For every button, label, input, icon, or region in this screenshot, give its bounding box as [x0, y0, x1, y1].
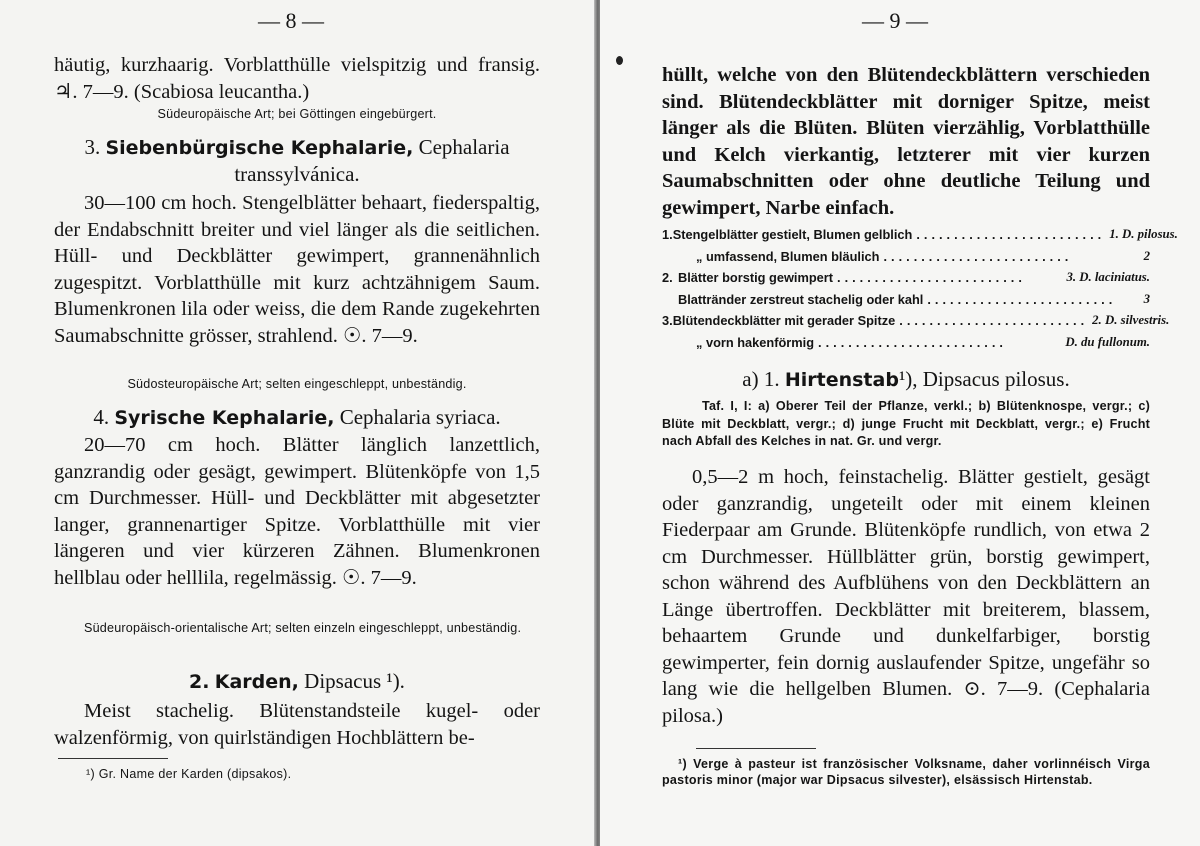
- key-row: „ vorn hakenförmig ......................... D. du fullonum.: [662, 332, 1150, 354]
- species-4-name: Syrische Kephalarie,: [114, 407, 335, 429]
- species-a1-name: Hirtenstab: [784, 369, 899, 391]
- ink-spot: [616, 56, 623, 65]
- species-4-note: Südeuropäisch-orientalische Art; selten einzeln eingeschleppt, unbeständig.: [84, 621, 522, 635]
- key-result: 3: [1143, 291, 1150, 306]
- key-row: „ umfassend, Blumen bläulich ......................... 2: [662, 246, 1150, 268]
- footnote-rule-left: [58, 758, 168, 759]
- key-text: Stengelblätter gestielt, Blumen gelblich: [672, 227, 913, 242]
- identification-key: [662, 224, 1178, 353]
- key-result: D. du fullonum.: [1065, 334, 1150, 349]
- species-3-heading: [54, 134, 540, 187]
- species-a1-prefix: a) 1.: [742, 367, 780, 391]
- species-4-body: 20—70 cm hoch. Blätter länglich lanzettlich, ganzrandig oder gesägt, gewimpert. Blütenköpfe von 1,5 cm Durchmesser. Hüll- und Deckblätter mit abgesetzter langer, grannenartiger Spitze. Vorblatthülle mit vier längeren und vier kürzeren Zähnen. Blumenkronen hellblau oder helllila, regelmässig. ☉. 7—9.: [54, 434, 540, 589]
- species-4-number: 4.: [93, 405, 110, 429]
- key-text: Blätter borstig gewimpert: [678, 270, 834, 285]
- left-page: [0, 0, 596, 846]
- key-row: 1. Stengelblätter gestielt, Blumen gelblich ......................... 1. D. pilosus.: [662, 224, 1150, 246]
- genus-2-body: Meist stachelig. Blütenstandsteile kugel- oder walzenförmig, von quirlständigen Hochblättern be-: [54, 700, 540, 749]
- key-result: 1. D. pilosus.: [1109, 227, 1178, 241]
- species-a1-latin: Dipsacus pilosus.: [922, 367, 1070, 391]
- species-a1-heading: [662, 366, 1150, 393]
- species-4-latin: Cephalaria syriaca.: [339, 405, 501, 429]
- genus-2-name: Karden,: [214, 671, 299, 693]
- genus-2-number: 2.: [189, 671, 210, 693]
- footnote-rule-right: [696, 748, 816, 749]
- species-3-note: Südosteuropäische Art; selten eingeschleppt, unbeständig.: [127, 377, 467, 391]
- right-body-top: hüllt, welche von den Blütendeckblättern verschieden sind. Blütendeckblätter mit dorniger Spitze, meist länger als die Blüten. Blüten vierzählig, Vorblatthülle und Kelch vierkantig, letzterer mit vier kurzen Saumabschnitten oder ohne deutliche Teilung und gewimpert, Narbe einfach.: [662, 64, 1150, 219]
- key-result: 2: [1143, 248, 1150, 263]
- key-num: 2.: [662, 270, 673, 285]
- page-number-right: — 9 —: [862, 8, 928, 33]
- species-4-heading: [54, 404, 540, 431]
- key-num: 3.: [662, 313, 673, 328]
- right-page: [600, 0, 1200, 846]
- key-num: [662, 332, 678, 354]
- species-3-name: Siebenbürgische Kephalarie,: [105, 137, 414, 159]
- key-row: 2. Blätter borstig gewimpert ......................... 3. D. laciniatus.: [662, 267, 1150, 289]
- species-3-latin: Cephalaria transsylvánica.: [234, 135, 510, 186]
- genus-2-heading: [54, 668, 540, 695]
- intro-note: Südeuropäische Art; bei Göttingen eingebürgert.: [157, 107, 437, 121]
- species-a1-sup: ¹),: [898, 367, 918, 391]
- intro-text: häutig, kurzhaarig. Vorblatthülle vielspitzig und fransig. ♃. 7—9. (Scabiosa leucantha.): [54, 54, 540, 103]
- footnote-left: ¹) Gr. Name der Karden (dipsakos).: [86, 767, 292, 781]
- key-result: 2. D. silvestris.: [1092, 313, 1170, 327]
- key-text: Blattränder zerstreut stachelig oder kahl: [678, 291, 924, 307]
- key-num: [662, 289, 678, 311]
- footnote-right: ¹) Verge à pasteur ist französischer Volksname, daher vorlinnéisch Virga pastoris minor (major war Dipsacus silvester), elsässisch Hirtenstab.: [662, 757, 1150, 787]
- species-3-body: 30—100 cm hoch. Stengelblätter behaart, fiederspaltig, der Endabschnitt breiter und viel länger als die seitlichen. Hüll- und Deckblätter gewimpert, grannenähnlich zugespitzt. Vorblatthülle mit kurz achtzähnigem Saum. Blumenkronen lila oder weiss, die dem Rande zugekehrten Saumabschnitte grösser, strahlend. ☉. 7—9.: [54, 192, 540, 347]
- key-num: 1.: [662, 227, 673, 242]
- key-row: Blattränder zerstreut stachelig oder kahl ......................... 3: [662, 289, 1150, 311]
- plate-caption: Taf. I, I: a) Oberer Teil der Pflanze, verkl.; b) Blütenknospe, vergr.; c) Blüte mit Deckblatt, vergr.; d) junge Frucht mit Deckblatt, vergr.; e) Frucht nach Abfall des Kelches in nat. Gr. und vergr.: [662, 399, 1150, 448]
- key-text: „ umfassend, Blumen bläulich: [696, 248, 880, 264]
- page-number-left: — 8 —: [258, 8, 324, 33]
- key-text: Blütendeckblätter mit gerader Spitze: [672, 313, 896, 328]
- species-3-number: 3.: [84, 135, 101, 159]
- key-text: „ vorn hakenförmig: [696, 334, 815, 350]
- key-result: 3. D. laciniatus.: [1066, 270, 1150, 284]
- species-a1-body: 0,5—2 m hoch, feinstachelig. Blätter gestielt, gesägt oder ganzrandig, ungeteilt oder mit einem kleinen Fiederpaar am Grunde. Blütenköpfe rundlich, von etwa 2 cm Durchmesser. Hüllblätter grün, borstig gewimpert, schon während des Aufblühens von den Deckblättern an Länge übertroffen. Deckblätter mit breiterem, blassem, behaartem Grunde und dunkelfarbiger, borstig gewimperter, fein dornig auslaufender Spitze, ungefähr so lang wie die hellgelben Blumen. ⊙. 7—9. (Cephalaria pilosa.): [662, 466, 1150, 727]
- key-num: [662, 246, 678, 268]
- key-row: 3. Blütendeckblätter mit gerader Spitze ......................... 2. D. silvestris.: [662, 310, 1150, 332]
- genus-2-latin: Dipsacus ¹).: [304, 669, 405, 693]
